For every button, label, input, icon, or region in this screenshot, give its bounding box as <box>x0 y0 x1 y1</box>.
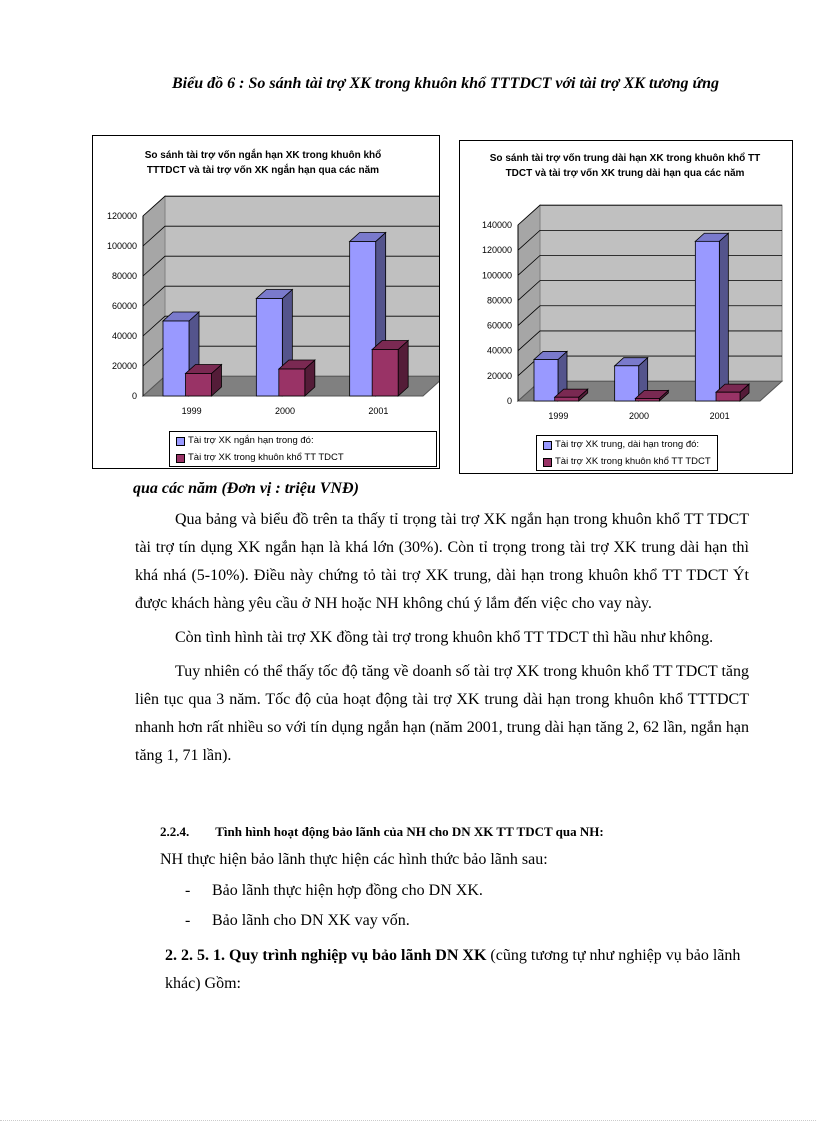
body-text <box>135 506 749 770</box>
legend-label: Tài trợ XK trong khuôn khổ TT TDCT <box>555 456 711 467</box>
y-tick-label: 60000 <box>486 320 512 331</box>
chart-title-line1: So sánh tài trợ vốn ngắn hạn XK trong khuôn khổ <box>144 150 382 161</box>
intro-line: NH thực hiện bảo lãnh thực hiện các hình thức bảo lãnh sau: <box>160 851 548 868</box>
chart-back-wall <box>540 205 782 381</box>
legend-swatch <box>176 454 185 463</box>
chart-long-term <box>459 140 793 474</box>
paragraph: Qua bảng và biểu đồ trên ta thấy tỉ trọng tài trợ XK ngắn hạn trong khuôn khổ TT TDCT tài trợ tín dụng XK ngắn hạn là khá lớn (30%). Còn tỉ trọng trong tài trợ XK trung dài hạn thì khá nhá (5-10%). Điều này chứng tỏ tài trợ XK trung, dài hạn trong khuôn khổ TT TDCT Ýt được khách hàng yêu cầu ở NH hoặc NH không chú ý lắm đến việc cho vay này. <box>135 511 749 612</box>
legend-label: Tài trợ XK trong khuôn khổ TT TDCT <box>188 452 344 463</box>
x-tick-label: 1999 <box>548 411 569 421</box>
y-tick-label: 0 <box>131 391 137 401</box>
y-tick-label: 20000 <box>111 361 137 371</box>
legend-entry <box>170 432 436 449</box>
legend-label: Tài trợ XK trung, dài hạn trong đó: <box>555 439 700 450</box>
subsection-text: (cũng tương tự như nghiệp vụ bảo lãnh khác) Gồm: <box>165 947 741 992</box>
bar <box>695 241 719 401</box>
bar <box>534 360 558 401</box>
bar-side <box>719 233 728 401</box>
x-tick-label: 2001 <box>709 411 730 421</box>
bar <box>615 366 639 401</box>
figure-caption: Biểu đồ 6 : So sánh tài trợ XK trong khuôn khổ TTTDCT với tài trợ XK tương ứng <box>172 75 719 92</box>
x-tick-label: 1999 <box>181 406 202 416</box>
subsection-heading: 2. 2. 5. 1. Quy trình nghiệp vụ bảo lãnh DN XK <box>165 947 487 964</box>
legend-swatch <box>543 441 552 450</box>
bar <box>372 350 398 397</box>
paragraph: Tuy nhiên có thể thấy tốc độ tăng về doanh số tài trợ XK trong khuôn khổ TT TDCT tăng liên tục qua 3 năm. Tốc độ của hoạt động tài trợ XK trung dài hạn trong khuôn khổ TTTDCT nhanh hơn rất nhiều so với tín dụng ngắn hạn (năm 2001, trung dài hạn tăng 2, 62 lần, ngắn hạn tăng 1, 71 lần). <box>135 663 749 764</box>
legend-entry <box>537 453 717 470</box>
legend-swatch <box>543 458 552 467</box>
x-tick-label: 2000 <box>628 411 650 421</box>
chart-short-term <box>92 135 440 469</box>
y-tick-label: 80000 <box>111 271 137 281</box>
x-tick-label: 2000 <box>274 406 296 416</box>
bar <box>256 299 282 397</box>
legend-entry <box>170 449 436 466</box>
subsection-paragraph <box>165 942 750 998</box>
y-tick-label: 0 <box>506 396 512 406</box>
list-item-text: Bảo lãnh cho DN XK vay vốn. <box>212 912 410 929</box>
section-number: 2.2.4. <box>160 824 190 839</box>
bar <box>279 369 305 396</box>
paragraph: Còn tình hình tài trợ XK đồng tài trợ trong khuôn khổ TT TDCT thì hầu như không. <box>175 629 714 646</box>
section-heading <box>160 824 604 840</box>
bar-chart-plot <box>93 136 439 468</box>
legend-entry <box>537 436 717 453</box>
bar <box>635 398 659 401</box>
chart-title-line2: TDCT và tài trợ vốn XK trung dài hạn qua các năm <box>505 168 745 179</box>
list-item-text: Bảo lãnh thực hiện hợp đồng cho DN XK. <box>212 882 483 899</box>
list-item <box>185 912 410 930</box>
y-tick-label: 20000 <box>486 370 512 381</box>
y-tick-label: 60000 <box>111 301 137 311</box>
list-item <box>185 882 483 900</box>
y-tick-label: 120000 <box>481 245 512 256</box>
bar <box>555 397 579 401</box>
figure-caption-unit: qua các năm (Đơn vị : triệu VNĐ) <box>133 480 359 497</box>
section-title: Tình hình hoạt động bảo lãnh của NH cho DN XK TT TDCT qua NH: <box>215 824 604 839</box>
chart-legend <box>169 431 437 467</box>
bar-side <box>398 341 408 397</box>
y-tick-label: 140000 <box>481 220 512 230</box>
page-bottom-divider <box>0 1120 816 1121</box>
list-dash: - <box>185 882 191 899</box>
list-dash: - <box>185 912 191 929</box>
x-tick-label: 2001 <box>368 406 389 416</box>
y-tick-label: 100000 <box>481 270 512 281</box>
y-tick-label: 120000 <box>106 211 137 221</box>
y-tick-label: 40000 <box>486 345 512 356</box>
y-tick-label: 100000 <box>106 241 137 251</box>
legend-swatch <box>176 437 185 446</box>
chart-legend <box>536 435 718 471</box>
bar-chart-plot <box>460 141 792 473</box>
y-tick-label: 40000 <box>111 331 137 341</box>
chart-title-line1: So sánh tài trợ vốn trung dài hạn XK trong khuôn khổ TT <box>489 153 761 164</box>
bar <box>716 392 740 401</box>
bar <box>186 374 212 397</box>
chart-title-line2: TTTDCT và tài trợ vốn XK ngắn hạn qua các năm <box>146 165 380 176</box>
legend-label: Tài trợ XK ngắn hạn trong đó: <box>188 435 314 446</box>
y-tick-label: 80000 <box>486 295 512 306</box>
